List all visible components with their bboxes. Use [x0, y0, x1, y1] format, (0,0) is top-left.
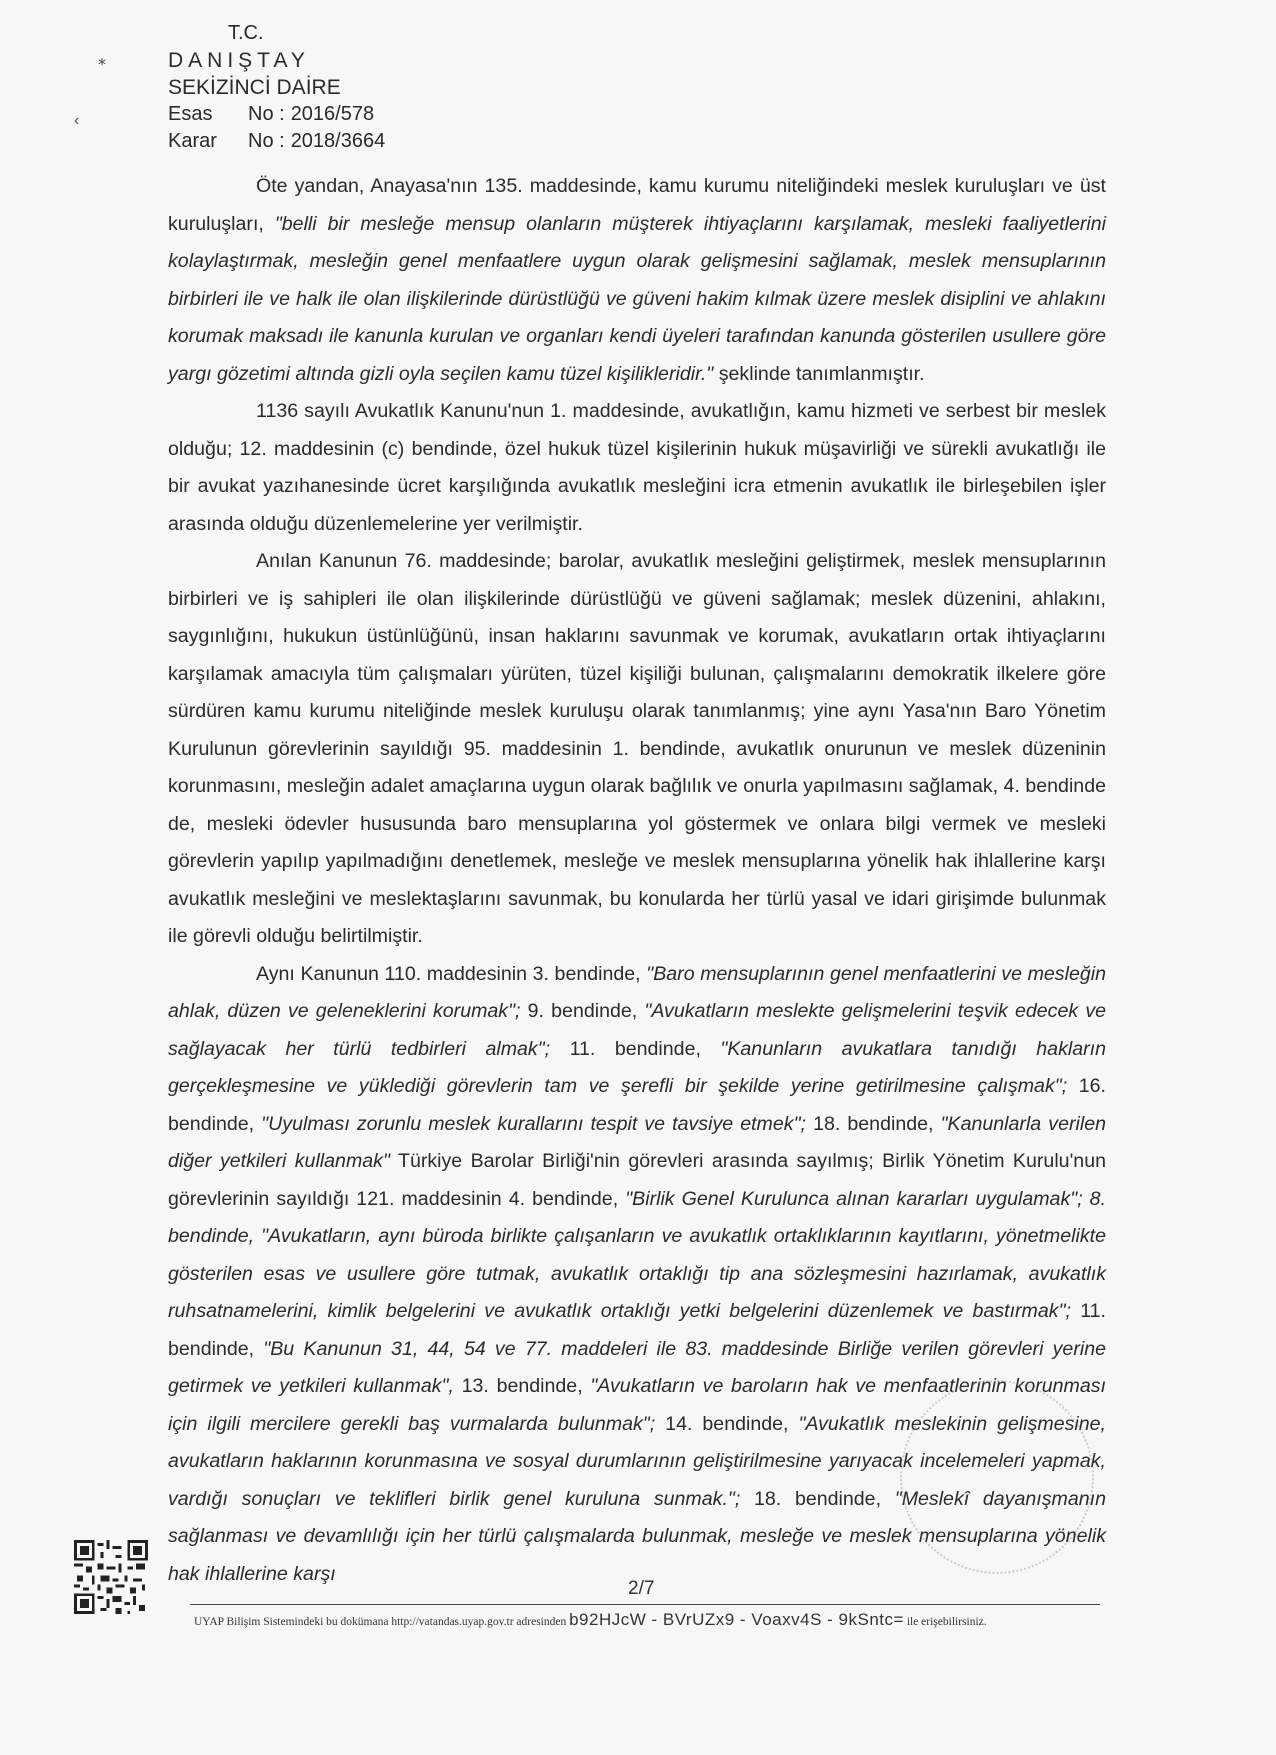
esas-label: Esas — [168, 103, 213, 125]
karar-label: Karar — [168, 130, 217, 152]
text-run: 9. bendinde, — [520, 1000, 645, 1022]
court-name: DANIŞTAY — [168, 49, 310, 72]
esas-no-label: No : — [248, 103, 285, 125]
quote-run: "Birlik Genel Kurulunca alınan kararları uygulamak"; 8. bendinde, "Avukatların, aynı büroda birlikte çalışanların ve avukatlık ortaklıklarının kayıtlarını, yönetmelikte gösterilen esas ve usullere göre tutmak, avukatlık ortaklığı tip ana sözleşmesini hazırlamak, avukatlık ruhsatnamelerini, kimlik belgelerini ve avukatlık ortaklığı yetki belgelerini düzenlemek ve bastırmak"; — [168, 1187, 1107, 1322]
quote-run: "Avukatlık meslekinin gelişmesine, avukatların haklarının korunmasına ve sosyal durumlarının geliştirilmesine yarıyacak incelemeleri yapmak, vardığı sonuçları ve teklifleri birlik genel kuruluna sunmak."; — [168, 1412, 1106, 1510]
text-run: 18. bendinde, — [740, 1487, 895, 1510]
qr-code — [74, 1540, 148, 1614]
paragraph-avukatlik-kanunu: 1136 sayılı Avukatlık Kanunu'nun 1. maddesinde, avukatlığın, kamu hizmeti ve serbest bir meslek olduğu; 12. maddesinin (c) bendinde, özel hukuk tüzel kişilerinin hukuk müşavirliği ve sürekli avukatlığı ile bir avukat yazıhanesinde ücret karşılığında avukatlık mesleğini icra etmenin avukatlık ile birleşebilen işler arasında olduğu düzenlemelerine yer verilmiştir. — [168, 400, 1106, 535]
quote-run: "Baro mensuplarının genel menfaatlerini ve mesleğin ahlak, düzen ve geleneklerini korumak"; — [168, 962, 1107, 1022]
margin-mark: ⁎ — [98, 52, 106, 69]
text-run: 14. bendinde, — [655, 1412, 799, 1435]
footer-divider — [190, 1604, 1100, 1605]
text-run: 18. bendinde, — [805, 1112, 941, 1135]
document-body — [168, 168, 1106, 1593]
chamber-name: SEKİZİNCİ DAİRE — [168, 76, 341, 99]
quote-run: "Kanunların avukatlara tanıdığı hakların gerçekleşmesine ve yüklediği görevlerin tam ve şerefli bir şekilde yerine getirilmesine çalışmak"; — [168, 1037, 1106, 1097]
text-run: Aynı Kanunun 110. maddesinin 3. bendinde, — [256, 962, 647, 985]
text-run: 11. bendinde, — [168, 1300, 1106, 1360]
quote-run: "Avukatların meslekte gelişmelerini teşvik edecek ve sağlayacak her türlü tedbirleri almak"; — [168, 1000, 1107, 1060]
quote-run: "Bu Kanunun 31, 44, 54 ve 77. maddeleri ile 83. maddesinde Birliğe verilen görevleri yerine getirmek ve yetkileri kullanmak", — [168, 1337, 1106, 1397]
paragraph-anayasa — [168, 168, 1106, 393]
verification-code: b92HJcW - BVrUZx9 - Voaxv4S - 9kSntc= — [569, 1610, 904, 1629]
karar-number: 2018/3664 — [290, 130, 386, 152]
margin-mark: ‹ — [74, 112, 80, 129]
quote-run: "Uyulması zorunlu meslek kurallarını tespit ve tavsiye etmek"; — [261, 1112, 806, 1135]
footer-text: UYAP Bilişim Sistemindeki bu dokümana http://vatandas.uyap.gov.tr adresinden — [194, 1616, 567, 1628]
quote-run: "Kanunlarla verilen diğer yetkileri kullanmak" — [168, 1112, 1106, 1172]
footer-suffix: ile erişebilirsiniz. — [906, 1616, 987, 1628]
esas-row — [168, 101, 385, 128]
official-stamp — [900, 1380, 1094, 1574]
text-run: şeklinde tanımlanmıştır. — [713, 362, 925, 385]
quote-run: "belli bir mesleğe mensup olanların müşterek ihtiyaçlarını karşılamak, mesleki faaliyetlerini kolaylaştırmak, mesleğin genel menfaatlere uygun olarak gelişmesini sağlamak, meslek mensuplarının birbirleri ile ve halk ile olan ilişkilerinde dürüstlüğü ve güveni hakim kılmak üzere meslek disiplini ve ahlakını korumak maksadı ile kanunla kurulan ve organları kendi üyeleri tarafından kanunda gösterilen usullere göre yargı gözetimi altında gizli oyla seçilen kamu tüzel kişilikleridir." — [168, 212, 1106, 385]
quote-run: "Meslekî dayanışmanın sağlanması ve devamlılığı için her türlü çalışmalarda bulunmak, mesleğe ve meslek mensuplarına yönelik hak ihlallerine karşı — [168, 1487, 1106, 1585]
quote-run: "Avukatların ve baroların hak ve menfaatlerinin korunması için ilgili mercilere gerekli baş vurmalarda bulunmak"; — [168, 1375, 1106, 1435]
esas-number: 2016/578 — [290, 103, 375, 125]
text-run: 13. bendinde, — [453, 1375, 591, 1397]
document-header — [168, 20, 385, 155]
text-run: 16. bendinde, — [168, 1075, 1106, 1135]
paragraph-madde-76: Anılan Kanunun 76. maddesinde; barolar, avukatlık mesleğini geliştirmek, meslek mensuplarının birbirleri ve iş sahipleri ile olan ilişkilerinde dürüstlüğü ve güveni sağlamak; meslek düzenini, ahlakını, saygınlığını, hukukun üstünlüğünü, insan haklarını savunmak ve korumak, avukatların ortak ihtiyaçlarını karşılamak amacıyla tüm çalışmaları yürüten, tüzel kişiliği bulunan, çalışmalarını demokratik ilkelere göre sürdüren kamu kurumu niteliğinde meslek kuruluşu olarak tanımlanmış; yine aynı Yasa'nın Baro Yönetim Kurulunun görevlerinin sayıldığı 95. maddesinin 1. bendinde, avukatlık onurunun ve meslek düzeninin korunmasını, mesleğin adalet amaçlarına uygun olarak bağlılık ve onurla yapılmasını sağlamak, 4. bendinde de, mesleki ödevler hususunda baro mensuplarına yol göstermek ve onlara bilgi vermek ve mesleki görevlerin yapılıp yapılmadığını denetlemek, mesleğe ve meslek mensuplarına yönelik hak ihlallerine karşı avukatlık mesleğini ve meslektaşlarını savunmak, bu konularda her türlü yasal ve idari girişimde bulunmak ile görevli olduğu belirtilmiştir. — [168, 550, 1106, 947]
karar-row — [168, 128, 385, 155]
page-number: 2/7 — [628, 1578, 655, 1599]
text-run: Türkiye Barolar Birliği'nin görevleri arasında sayılmış; Birlik Yönetim Kurulu'nun görevlerinin sayıldığı 121. maddesinin 4. bendinde, — [168, 1150, 1106, 1210]
header-tc: T.C. — [228, 22, 264, 44]
karar-no-label: No : — [248, 130, 285, 152]
footer-verification — [194, 1610, 1094, 1630]
text-run: Öte yandan, Anayasa'nın 135. maddesinde, kamu kurumu niteliğindeki meslek kuruluşları ve üst kuruluşları, — [168, 175, 1106, 235]
text-run: 11. bendinde, — [550, 1037, 721, 1060]
